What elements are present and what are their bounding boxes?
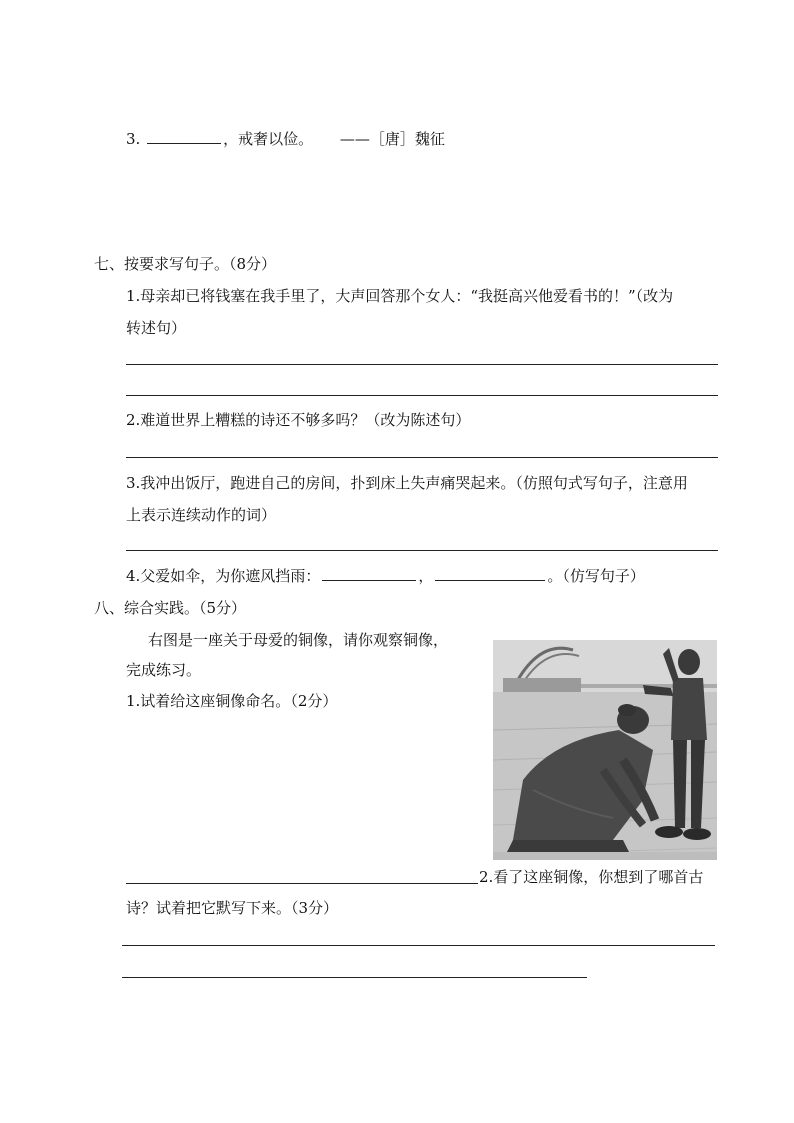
s8-q1: 1.试着给这座铜像命名。（2分） xyxy=(126,692,338,710)
answer-blank[interactable] xyxy=(147,129,221,144)
s7-q1-line2: 转述句） xyxy=(126,319,187,337)
s8-q2-line2: 诗？试着把它默写下来。（3分） xyxy=(126,899,339,917)
s8-intro-line1: 右图是一座关于母爱的铜像，请你观察铜像， xyxy=(148,631,449,649)
poem-attribution: ——［唐］魏征 xyxy=(339,130,445,148)
s7-q2-line1: 2.难道世界上糟糕的诗还不够多吗？（改为陈述句） xyxy=(126,411,471,429)
answer-blank[interactable] xyxy=(435,566,545,581)
item-number: 3. xyxy=(126,130,141,148)
answer-line[interactable] xyxy=(126,395,718,396)
s7-q4 xyxy=(126,566,645,586)
section-8-heading: 八、综合实践。（5分） xyxy=(94,599,247,617)
section-7-heading: 七、按要求写句子。（8分） xyxy=(94,255,277,273)
s7-q4-comma: ， xyxy=(418,567,434,585)
s8-q2-line1: 2.看了这座铜像，你想到了哪首古 xyxy=(479,868,704,886)
s7-q4-suffix: 。（仿写句子） xyxy=(547,567,645,585)
s7-q3-line1: 3.我冲出饭厅，跑进自己的房间，扑到床上失声痛哭起来。（仿照句式写句子，注意用 xyxy=(126,474,688,492)
answer-line[interactable] xyxy=(126,457,718,458)
s8-intro-line2: 完成练习。 xyxy=(126,661,202,679)
answer-line[interactable] xyxy=(126,364,718,365)
answer-line[interactable] xyxy=(122,945,715,946)
answer-blank[interactable] xyxy=(322,566,416,581)
poem-fill-item-3 xyxy=(126,129,445,149)
bronze-statue-photo xyxy=(493,640,717,860)
answer-line[interactable] xyxy=(126,883,478,884)
s7-q4-prefix: 4.父爱如伞，为你遮风挡雨： xyxy=(126,567,321,585)
s7-q1-line1: 1.母亲却已将钱塞在我手里了，大声回答那个女人：“我挺高兴他爱看书的！”（改为 xyxy=(126,287,674,305)
s7-q3-line2: 上表示连续动作的词） xyxy=(126,506,277,524)
answer-line[interactable] xyxy=(122,977,587,978)
poem-tail-text: ，戒奢以俭。 xyxy=(223,130,314,148)
answer-line[interactable] xyxy=(126,550,718,551)
